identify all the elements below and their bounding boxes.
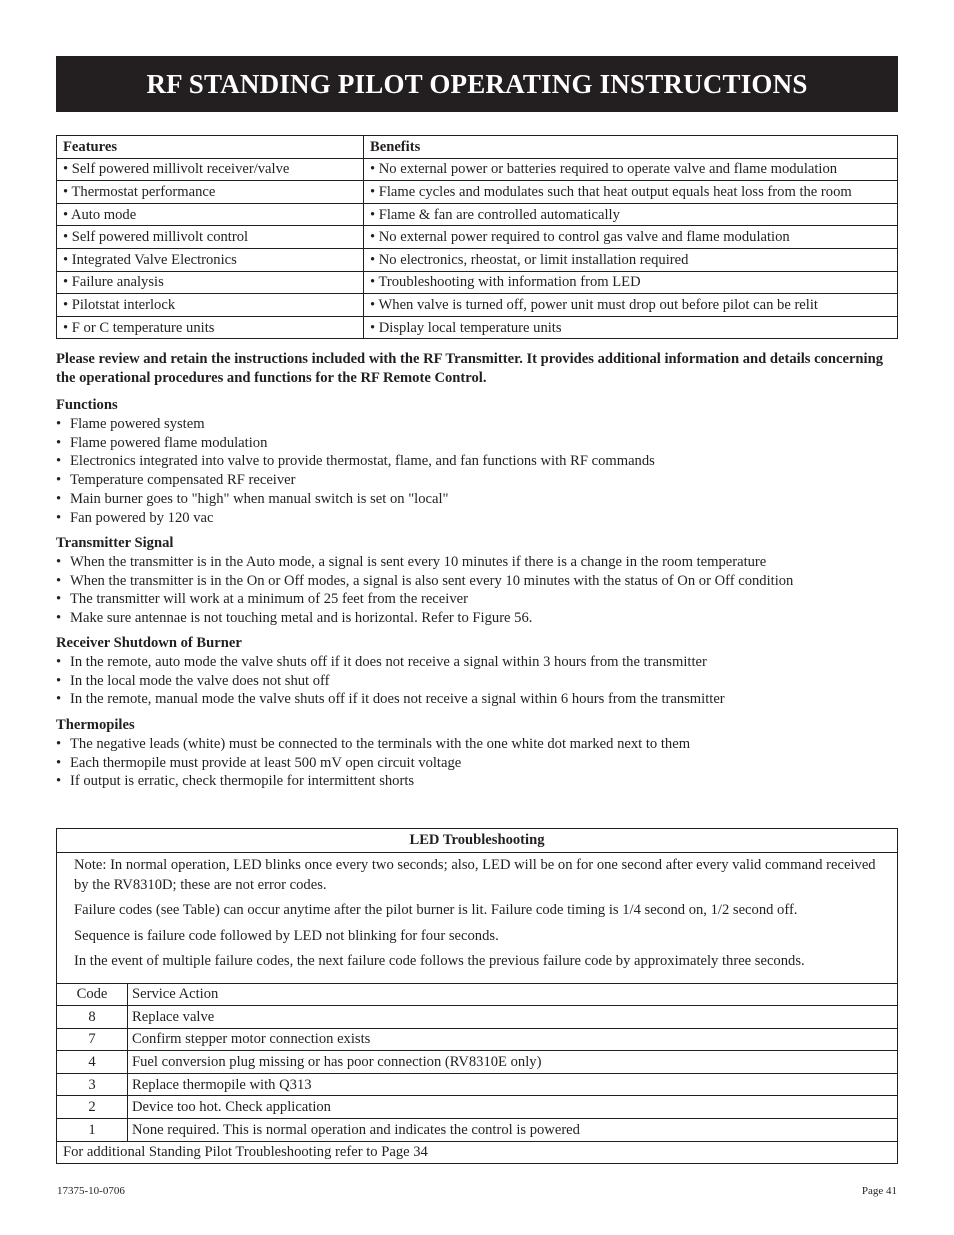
receiver-shutdown-section xyxy=(56,634,898,709)
list-item: • When the transmitter is in the Auto mode, a signal is sent every 10 minutes if there is a change in the room temperature xyxy=(56,553,898,572)
code-cell: 1 xyxy=(57,1119,128,1142)
list-item: • In the local mode the valve does not shut off xyxy=(56,672,898,691)
list-item: • Main burner goes to "high" when manual switch is set on "local" xyxy=(56,490,898,509)
features-header: Features xyxy=(57,136,364,159)
table-header-row xyxy=(57,136,898,159)
benefit-cell: • When valve is turned off, power unit must drop out before pilot can be relit xyxy=(364,294,898,317)
service-action-header: Service Action xyxy=(128,983,898,1006)
led-table-title-row xyxy=(57,829,898,853)
led-note: In the event of multiple failure codes, the next failure code follows the previous failure code by approximately three seconds. xyxy=(74,953,805,969)
led-note: Note: In normal operation, LED blinks once every two seconds; also, LED will be on for one second after every valid command received by the RV8310D; these are not error codes. xyxy=(74,857,876,893)
list-item: • In the remote, manual mode the valve shuts off if it does not receive a signal within 6 hours from the transmitter xyxy=(56,690,898,709)
code-cell: 7 xyxy=(57,1028,128,1051)
feature-cell: • F or C temperature units xyxy=(57,316,364,339)
feature-cell: • Self powered millivolt receiver/valve xyxy=(57,158,364,181)
code-cell: 8 xyxy=(57,1006,128,1029)
list-item: • When the transmitter is in the On or Off modes, a signal is also sent every 10 minutes with the status of On or Off condition xyxy=(56,572,898,591)
feature-cell: • Auto mode xyxy=(57,203,364,226)
action-cell: Replace thermopile with Q313 xyxy=(128,1073,898,1096)
code-cell: 2 xyxy=(57,1096,128,1119)
feature-cell: • Pilotstat interlock xyxy=(57,294,364,317)
table-row xyxy=(57,1051,898,1074)
transmitter-signal-section xyxy=(56,534,898,628)
feature-cell: • Integrated Valve Electronics xyxy=(57,248,364,271)
benefit-cell: • No external power or batteries required to operate valve and flame modulation xyxy=(364,158,898,181)
list-item: • If output is erratic, check thermopile for intermittent shorts xyxy=(56,772,898,791)
benefit-cell: • No external power required to control gas valve and flame modulation xyxy=(364,226,898,249)
list-item: • Each thermopile must provide at least 500 mV open circuit voltage xyxy=(56,754,898,773)
bullet-list xyxy=(56,553,898,628)
section-heading: Transmitter Signal xyxy=(56,535,174,551)
benefit-cell: • Troubleshooting with information from LED xyxy=(364,271,898,294)
list-item: • Flame powered flame modulation xyxy=(56,434,898,453)
section-heading: Functions xyxy=(56,397,118,413)
action-cell: Device too hot. Check application xyxy=(128,1096,898,1119)
table-row xyxy=(57,271,898,294)
functions-section xyxy=(56,396,898,527)
bullet-list xyxy=(56,653,898,709)
table-row xyxy=(57,316,898,339)
table-row xyxy=(57,203,898,226)
led-table-title: LED Troubleshooting xyxy=(57,829,898,853)
action-cell: Replace valve xyxy=(128,1006,898,1029)
code-cell: 3 xyxy=(57,1073,128,1096)
list-item: • The negative leads (white) must be connected to the terminals with the one white dot marked next to them xyxy=(56,735,898,754)
review-note: Please review and retain the instructions included with the RF Transmitter. It provides additional information and details concerning the operational procedures and functions for the RF Remote Control. xyxy=(56,351,884,386)
table-row xyxy=(57,294,898,317)
action-cell: None required. This is normal operation and indicates the control is powered xyxy=(128,1119,898,1142)
list-item: • Flame powered system xyxy=(56,415,898,434)
feature-cell: • Thermostat performance xyxy=(57,181,364,204)
benefit-cell: • Flame & fan are controlled automatically xyxy=(364,203,898,226)
page-title-banner xyxy=(56,56,898,112)
benefit-cell: • No electronics, rheostat, or limit installation required xyxy=(364,248,898,271)
table-row xyxy=(57,226,898,249)
table-row xyxy=(57,1028,898,1051)
bullet-list xyxy=(56,735,898,791)
table-row xyxy=(57,1006,898,1029)
feature-cell: • Self powered millivolt control xyxy=(57,226,364,249)
features-benefits-table xyxy=(56,135,898,339)
table-row xyxy=(57,1073,898,1096)
table-row xyxy=(57,248,898,271)
table-row xyxy=(57,181,898,204)
action-cell: Fuel conversion plug missing or has poor connection (RV8310E only) xyxy=(128,1051,898,1074)
code-header: Code xyxy=(57,983,128,1006)
led-footer-row xyxy=(57,1141,898,1164)
page-title: RF STANDING PILOT OPERATING INSTRUCTIONS xyxy=(146,68,808,99)
benefit-cell: • Flame cycles and modulates such that heat output equals heat loss from the room xyxy=(364,181,898,204)
table-row xyxy=(57,1119,898,1142)
table-row xyxy=(57,1096,898,1119)
document-number: 17375-10-0706 xyxy=(57,1185,125,1197)
list-item: • In the remote, auto mode the valve shuts off if it does not receive a signal within 3 hours from the transmitter xyxy=(56,653,898,672)
feature-cell: • Failure analysis xyxy=(57,271,364,294)
list-item: • Temperature compensated RF receiver xyxy=(56,471,898,490)
led-notes-row xyxy=(57,853,898,984)
list-item: • The transmitter will work at a minimum of 25 feet from the receiver xyxy=(56,590,898,609)
led-notes-cell xyxy=(57,853,898,984)
led-footer: For additional Standing Pilot Troubleshooting refer to Page 34 xyxy=(57,1141,898,1164)
list-item: • Make sure antennae is not touching metal and is horizontal. Refer to Figure 56. xyxy=(56,609,898,628)
led-note: Failure codes (see Table) can occur anytime after the pilot burner is lit. Failure code timing is 1/4 second on, 1/2 second off. xyxy=(74,902,798,918)
page-number: Page 41 xyxy=(861,1185,897,1197)
led-note: Sequence is failure code followed by LED not blinking for four seconds. xyxy=(74,927,499,944)
thermopiles-section xyxy=(56,716,898,791)
table-row xyxy=(57,158,898,181)
section-heading: Receiver Shutdown of Burner xyxy=(56,635,242,651)
code-header-row xyxy=(57,983,898,1006)
list-item: • Electronics integrated into valve to provide thermostat, flame, and fan functions with RF commands xyxy=(56,452,898,471)
action-cell: Confirm stepper motor connection exists xyxy=(128,1028,898,1051)
benefit-cell: • Display local temperature units xyxy=(364,316,898,339)
list-item: • Fan powered by 120 vac xyxy=(56,509,898,528)
bullet-list xyxy=(56,415,898,527)
section-heading: Thermopiles xyxy=(56,717,135,733)
benefits-header: Benefits xyxy=(364,136,898,159)
code-cell: 4 xyxy=(57,1051,128,1074)
led-troubleshooting-table xyxy=(56,828,898,1164)
